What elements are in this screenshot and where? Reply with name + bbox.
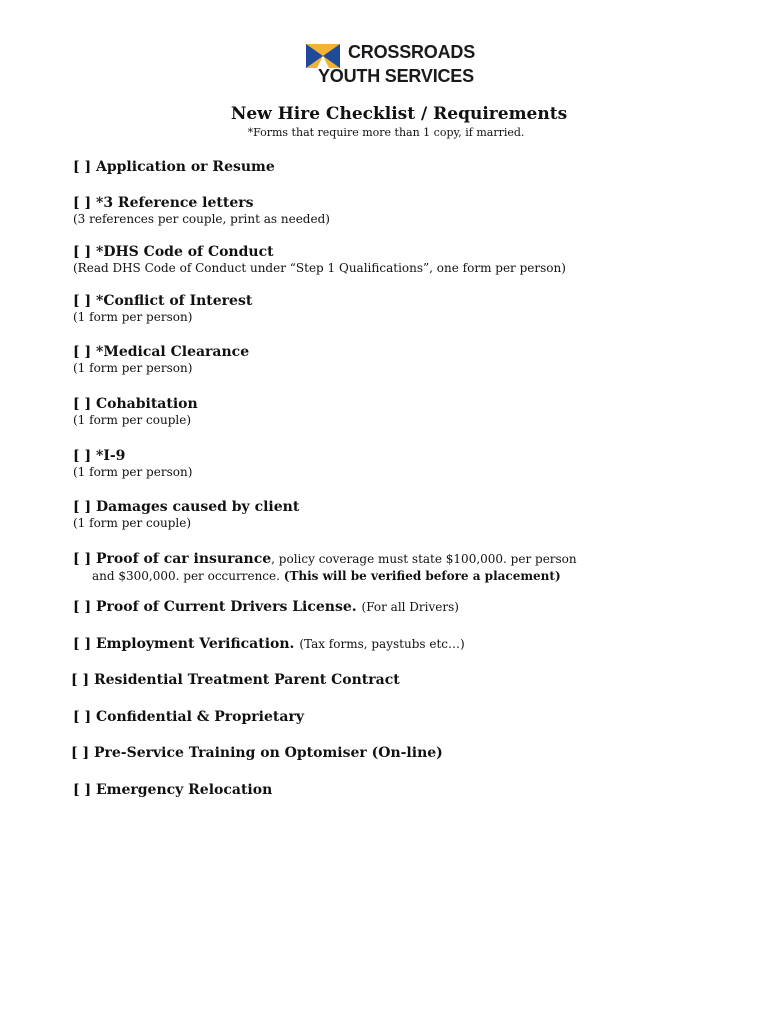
checklist-item-inline-note: (Tax forms, paystubs etc…) bbox=[299, 637, 465, 651]
checklist-item-label: [ ] Damages caused by client bbox=[73, 499, 300, 515]
checklist-item-confidential bbox=[73, 709, 693, 726]
checklist-item-cohabitation bbox=[73, 396, 693, 428]
checklist-item-note: (1 form per person) bbox=[73, 465, 193, 479]
checklist-item-label: [ ] *Conflict of Interest bbox=[73, 293, 253, 309]
checklist-item-label: [ ] *Medical Clearance bbox=[73, 344, 250, 360]
checklist-item-damages bbox=[73, 499, 693, 531]
checklist-item-label-text: [ ] Employment Verification. bbox=[73, 636, 295, 652]
checklist-item-label: [ ] Application or Resume bbox=[73, 159, 275, 175]
checklist-item-emergency-relocation bbox=[73, 782, 693, 799]
checklist-item-label bbox=[73, 636, 693, 653]
checklist-item-label: [ ] *I-9 bbox=[73, 448, 126, 464]
checklist-item-car-insurance bbox=[73, 551, 693, 584]
checklist-item-note: (3 references per couple, print as needed) bbox=[73, 212, 330, 226]
checklist-item-label bbox=[73, 551, 693, 568]
checklist-item-note: (1 form per person) bbox=[73, 310, 193, 324]
checklist-item-i9 bbox=[73, 448, 693, 480]
checklist-item-label: [ ] Emergency Relocation bbox=[73, 782, 273, 798]
checklist-item-label: [ ] Confidential & Proprietary bbox=[73, 709, 304, 725]
checklist-item-medical-clearance bbox=[73, 344, 693, 376]
checklist-item-label-text: [ ] Proof of car insurance bbox=[73, 551, 272, 567]
checklist-item-conflict-of-interest bbox=[73, 293, 693, 325]
checklist-item-application bbox=[73, 159, 693, 176]
checklist-item-label bbox=[73, 599, 693, 616]
checklist-item-note-text: and $300,000. per occurrence. bbox=[92, 569, 280, 583]
checklist-item-label: [ ] Pre-Service Training on Optomiser (On-line) bbox=[71, 745, 443, 761]
checklist-item-note: (1 form per couple) bbox=[73, 413, 192, 427]
logo-text-line1: CROSSROADS bbox=[348, 42, 476, 62]
checklist-item-label-text: [ ] Proof of Current Drivers License. bbox=[73, 599, 357, 615]
checklist-item-note: (1 form per person) bbox=[73, 361, 193, 375]
company-logo bbox=[306, 42, 506, 92]
checklist-item-employment-verification bbox=[73, 636, 693, 653]
checklist-item-dhs-code bbox=[73, 244, 693, 276]
page-subtitle: *Forms that require more than 1 copy, if married. bbox=[247, 126, 525, 139]
checklist-item-label: [ ] *3 Reference letters bbox=[73, 195, 254, 211]
checklist-item-note-line2 bbox=[73, 568, 693, 584]
checklist-item-pre-service-training bbox=[71, 745, 691, 762]
checklist-item-note: (Read DHS Code of Conduct under “Step 1 Qualifications”, one form per person) bbox=[73, 261, 566, 275]
checklist-item-reference-letters bbox=[73, 195, 693, 227]
checklist-item-inline-note: (For all Drivers) bbox=[361, 600, 459, 614]
checklist-item-note: (1 form per couple) bbox=[73, 516, 192, 530]
checklist-item-note-bold: (This will be verified before a placement) bbox=[283, 569, 561, 583]
crossroads-logo-icon bbox=[306, 44, 340, 68]
checklist-item-drivers-license bbox=[73, 599, 693, 616]
checklist-item-label: [ ] Residential Treatment Parent Contract bbox=[71, 672, 400, 688]
checklist-item-residential-contract bbox=[71, 672, 691, 689]
checklist-item-label: [ ] Cohabitation bbox=[73, 396, 198, 412]
checklist-item-label: [ ] *DHS Code of Conduct bbox=[73, 244, 274, 260]
page-title: New Hire Checklist / Requirements bbox=[230, 104, 568, 124]
logo-text-line2: YOUTH SERVICES bbox=[318, 66, 474, 86]
checklist-item-inline-note: , policy coverage must state $100,000. per person bbox=[271, 552, 577, 566]
